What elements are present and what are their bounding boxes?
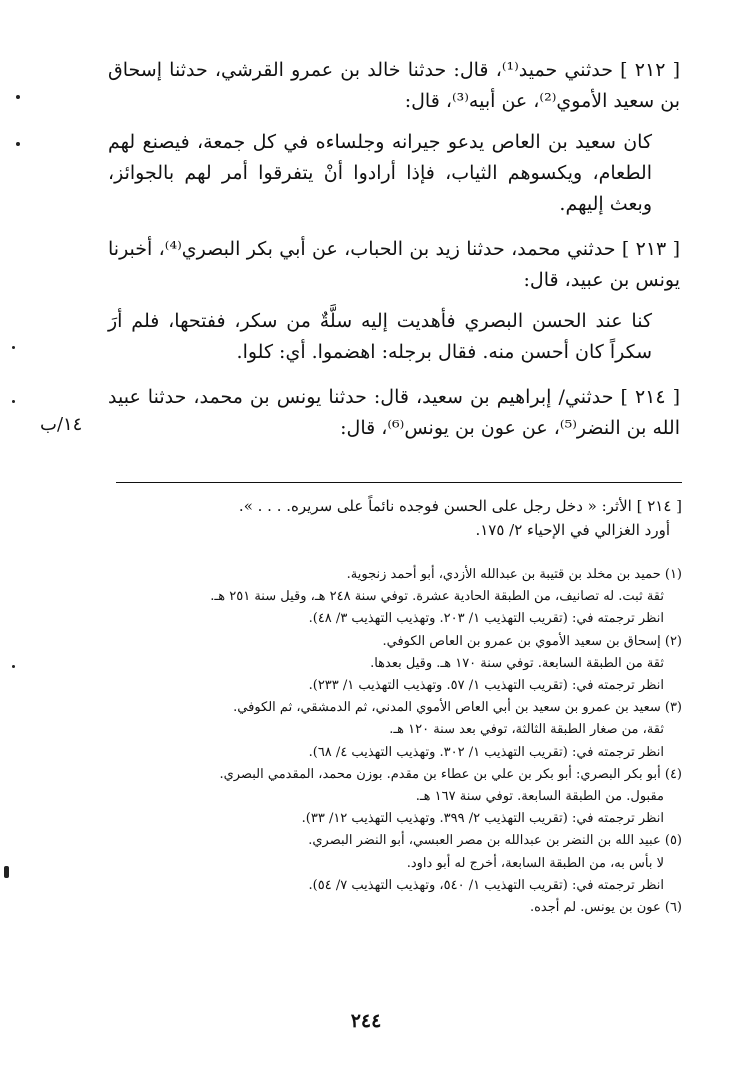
footnote-line: انظر ترجمته في: (تقريب التهذيب ١/ ٣٠٢. وتهذيب التهذيب ٤/ ٦٨).	[308, 744, 664, 760]
scan-speck	[16, 95, 20, 99]
footnote-line: انظر ترجمته في: (تقريب التهذيب ١/ ٥٤٠، وتهذيب التهذيب ٧/ ٥٤).	[308, 877, 664, 893]
scan-speck	[4, 866, 9, 878]
critical-apparatus	[140, 494, 682, 542]
apparatus-line: [ ٢١٤ ] الأثر: « دخل رجل على الحسن فوجده نائماً على سريره. . . . ».	[238, 497, 682, 515]
scan-speck	[12, 400, 15, 403]
apparatus-line: أورد الغزالي في الإحياء ٢/ ١٧٥.	[475, 521, 670, 539]
footnote-line: (٣) سعيد بن عمرو بن سعيد بن أبي العاص الأموي المدني، ثم الدمشقي، ثم الكوفي.	[233, 700, 682, 716]
footnote-line: ثقة ثبت. له تصانيف، من الطبقة الحادية عشرة. توفي سنة ٢٤٨ هـ، وقيل سنة ٢٥١ هـ.	[210, 589, 664, 605]
footnote-line: (٢) إسحاق بن سعيد الأموي بن عمرو بن العاص الكوفي.	[382, 633, 682, 649]
hadith-212-isnad: [ ٢١٢ ] حدثني حميد⁽¹⁾، قال: حدثنا خالد بن عمرو القرشي، حدثنا إسحاق بن سعيد الأموي⁽²⁾، عن أبيه⁽³⁾، قال:	[108, 59, 681, 112]
hadith-214-isnad: [ ٢١٤ ] حدثني/ إبراهيم بن سعيد، قال: حدثنا يونس بن محمد، حدثنا عبيد الله بن النضر⁽⁵⁾، عن عون بن يونس⁽⁶⁾، قال:	[108, 386, 681, 439]
scan-speck	[16, 142, 20, 146]
page-number: ٢٤٤	[350, 1010, 382, 1032]
hadith-213-isnad: [ ٢١٣ ] حدثني محمد، حدثنا زيد بن الحباب، عن أبي بكر البصري⁽⁴⁾، أخبرنا يونس بن عبيد، قال:	[108, 238, 680, 291]
footnote-line: انظر ترجمته في: (تقريب التهذيب ٢/ ٣٩٩. وتهذيب التهذيب ١٢/ ٣٣).	[301, 811, 664, 827]
hadith-212-matn: كان سعيد بن العاص يدعو جيرانه وجلساءه في كل جمعة، فيصنع لهم الطعام، ويكسوهم الثياب، فإذا أرادوا أنْ يتفرقوا أمر لهم بالجوائز، وبعث إليهم.	[108, 131, 653, 215]
hadith-213-matn: كنا عند الحسن البصري فأهديت إليه سلَّةٌ من سكر، ففتحها، فلم أرَ سكراً كان أحسن منه. فقال برجله: اهضموا. أي: كلوا.	[108, 310, 652, 363]
footnote-line: انظر ترجمته في: (تقريب التهذيب ١/ ٢٠٣. وتهذيب التهذيب ٣/ ٤٨).	[308, 611, 664, 627]
manuscript-folio-marker: ١٤/ب	[40, 414, 83, 435]
footnote-divider	[116, 482, 682, 483]
footnote-line: ثقة من الطبقة السابعة. توفي سنة ١٧٠ هـ. وقيل بعدها.	[370, 655, 664, 671]
footnote-line: (١) حميد بن مخلد بن قتيبة بن عبدالله الأزدي، أبو أحمد زنجوية.	[346, 567, 682, 582]
footnote-line: (٤) أبو بكر البصري: أبو بكر بن علي بن عطاء بن مقدم. بوزن محمد، المقدمي البصري.	[219, 766, 682, 782]
footnote-line: انظر ترجمته في: (تقريب التهذيب ١/ ٥٧. وتهذيب التهذيب ١/ ٢٣٣).	[308, 678, 664, 694]
scan-speck	[12, 665, 15, 668]
footnote-line: (٥) عبيد الله بن النضر بن عبدالله بن مصر العبسي، أبو النضر البصري.	[308, 833, 682, 849]
footnote-line: ثقة، من صغار الطبقة الثالثة، توفي بعد سنة ١٢٠ هـ.	[389, 722, 664, 738]
footnote-line: (٦) عون بن يونس. لم أجده.	[529, 900, 682, 916]
main-text	[108, 50, 680, 444]
footnote-line: مقبول. من الطبقة السابعة. توفي سنة ١٦٧ هـ.	[415, 789, 664, 805]
scan-speck	[12, 346, 15, 349]
footnote-line: لا بأس به، من الطبقة السابعة، أخرج له أبو داود.	[406, 855, 664, 871]
footnotes	[150, 564, 682, 919]
